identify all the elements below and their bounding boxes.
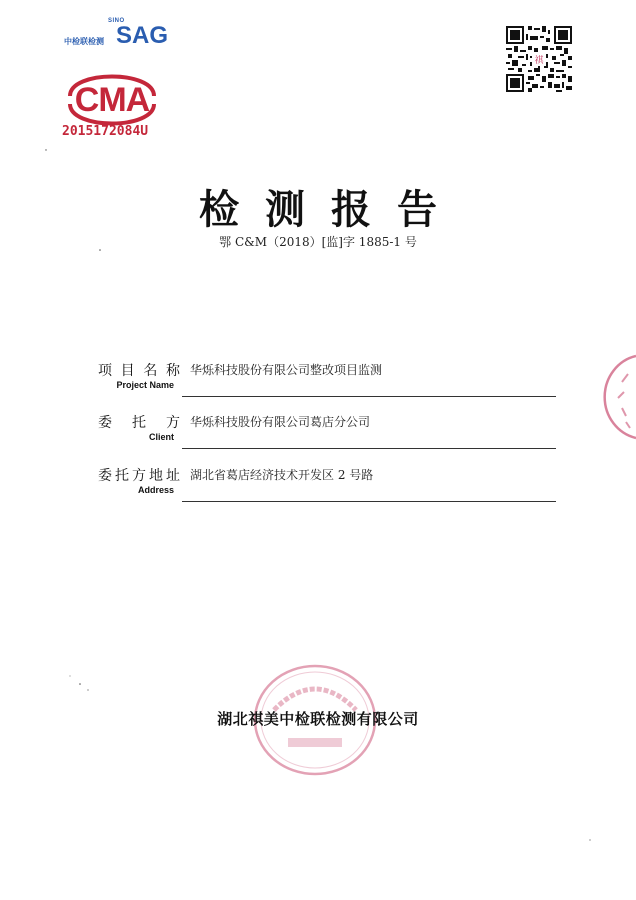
field-label-cn: 项目名称 [98, 363, 180, 379]
sag-logo [62, 16, 169, 56]
svg-text:CMA: CMA [74, 81, 150, 119]
sag-brand-name-cn: 中检联检测 [64, 37, 104, 46]
field-client [98, 412, 556, 456]
field-label-cn: 委托方 [98, 415, 180, 431]
field-value: 华烁科技股份有限公司整改项目监测 [190, 363, 383, 377]
field-label-en: Client [148, 432, 174, 442]
field-label-en: Address [137, 485, 174, 495]
field-value: 华烁科技股份有限公司葛店分公司 [190, 415, 371, 429]
field-underline [182, 501, 556, 502]
svg-text:祺: 祺 [534, 56, 544, 66]
sag-brand-big: SAG [116, 22, 169, 49]
cma-certificate-number: 2015172084U [62, 124, 149, 139]
issuing-organization: 湖北祺美中检联检测有限公司 [217, 710, 419, 728]
field-value: 湖北省葛店经济技术开发区 2 号路 [190, 468, 374, 482]
field-underline [182, 396, 556, 397]
field-label-en: Project Name [116, 380, 174, 390]
field-project-name [98, 360, 556, 404]
report-title: 检测报告 [199, 186, 463, 233]
report-number: 鄂 C&M（2018）[监]字 1885-1 号 [219, 235, 417, 249]
edge-seal-icon [596, 352, 636, 442]
field-label-cn: 委托方地址 [98, 468, 180, 484]
sag-brand-small: SINO [108, 18, 125, 24]
field-underline [182, 448, 556, 449]
qr-code-icon [506, 26, 572, 92]
field-address [98, 465, 556, 509]
